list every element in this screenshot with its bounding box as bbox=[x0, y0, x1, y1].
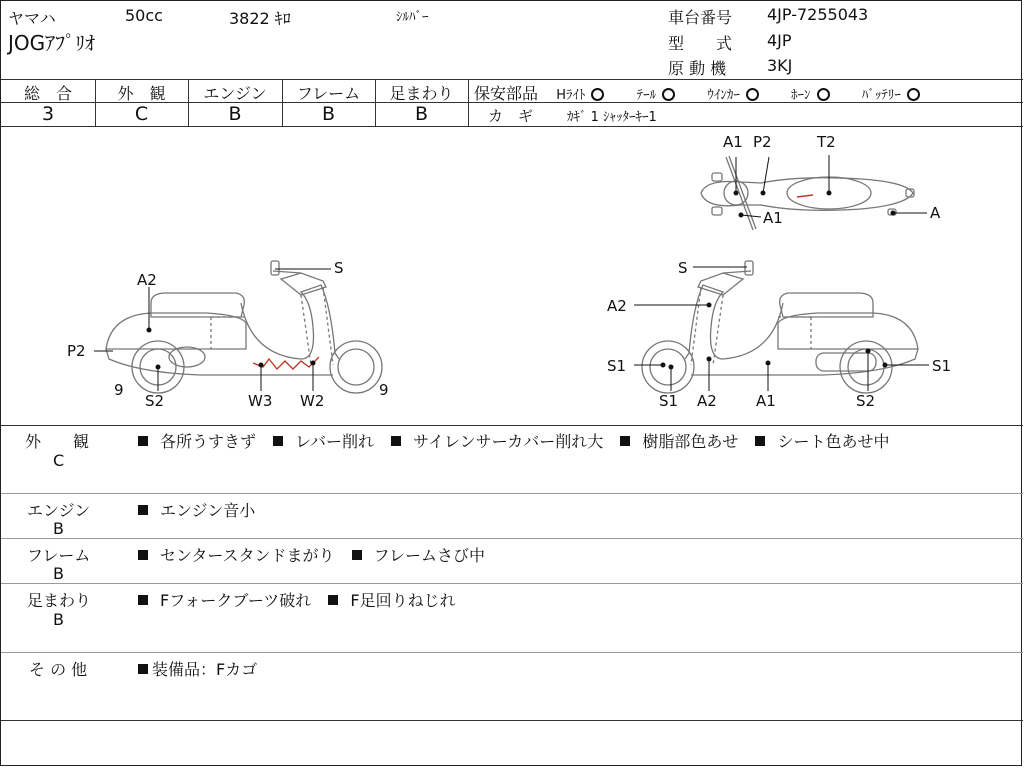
condition-category-frame: フレーム bbox=[27, 546, 91, 565]
grade-header-overall: 総 合 bbox=[23, 84, 72, 103]
condition-category-engine: エンジン bbox=[27, 501, 91, 520]
grade-suspension: B bbox=[414, 103, 429, 125]
diagram-label-p2-left: P2 bbox=[67, 342, 86, 360]
condition-items-exterior: 各所うすきず レバー削れ サイレンサーカバー削れ大 樹脂部色あせ シート色あせ中 bbox=[138, 429, 901, 452]
condition-category-suspension: 足まわり bbox=[27, 591, 92, 610]
key-value: ｶｷﾞ 1 ｼｬｯﾀｰｷｰ1 bbox=[567, 110, 657, 125]
status-ok-icon bbox=[591, 88, 604, 101]
type-value: 4JP bbox=[767, 31, 792, 50]
condition-category-other: そ の 他 bbox=[29, 660, 88, 679]
status-ok-icon bbox=[907, 88, 920, 101]
grade-table-top-border bbox=[1, 79, 1023, 80]
damage-marks bbox=[253, 195, 813, 369]
status-ok-icon bbox=[746, 88, 759, 101]
diagram-label-s2-left: S2 bbox=[145, 392, 165, 410]
scooter-top-view bbox=[701, 156, 914, 230]
diagram-label-s-left: S bbox=[334, 259, 344, 277]
grade-header-exterior: 外 観 bbox=[117, 84, 166, 103]
status-ok-icon bbox=[662, 88, 675, 101]
frame-number-value: 4JP-7255043 bbox=[767, 5, 869, 24]
diagram-label-t2-top: T2 bbox=[817, 133, 836, 151]
diagram-label-a2-right: A2 bbox=[607, 297, 627, 315]
diagram-label-s1-right-rear: S1 bbox=[932, 357, 952, 375]
type-label: 型 式 bbox=[668, 34, 733, 53]
diagram-label-p2-top: P2 bbox=[753, 133, 772, 151]
grade-header-frame: フレーム bbox=[296, 84, 361, 103]
condition-items-other: 装備品：Fカゴ bbox=[138, 657, 269, 680]
grade-exterior: C bbox=[134, 103, 149, 125]
safety-item-headlight: Hﾗｲﾄ bbox=[556, 88, 604, 103]
grade-header-engine: エンジン bbox=[203, 84, 267, 103]
damage-scratch-left bbox=[253, 357, 319, 369]
model-name: JOGｱﾌﾟﾘｵ bbox=[8, 31, 96, 55]
diagram-label-a1-right: A1 bbox=[756, 392, 776, 410]
condition-grade-exterior: C bbox=[53, 451, 65, 470]
condition-grade-engine: B bbox=[53, 519, 64, 538]
condition-items-frame: センタースタンドまがり フレームさび中 bbox=[138, 543, 497, 566]
grade-header-suspension: 足まわり bbox=[389, 84, 454, 103]
grade-engine: B bbox=[228, 103, 242, 125]
diagram-label-9-left: 9 bbox=[114, 381, 124, 399]
diagram-label-9-right: 9 bbox=[379, 381, 389, 399]
damage-scratch-seat bbox=[797, 195, 813, 197]
condition-items-suspension: Fフォークブーツ破れ F足回りねじれ bbox=[138, 588, 468, 611]
diagram-label-a1-top-2: A1 bbox=[763, 209, 783, 227]
maker: ヤマハ bbox=[8, 9, 56, 28]
mileage: 3822 ｷﾛ bbox=[229, 9, 291, 28]
safety-item-battery: ﾊﾞｯﾃﾘｰ bbox=[862, 88, 920, 103]
diagram-label-s-right: S bbox=[678, 259, 688, 277]
safety-parts bbox=[474, 81, 920, 104]
diagram-label-s2-right: S2 bbox=[856, 392, 876, 410]
condition-grade-frame: B bbox=[53, 564, 64, 583]
diagram-label-a-top: A bbox=[930, 204, 941, 222]
diagram-label-w2-left: W2 bbox=[300, 392, 325, 410]
color: ｼﾙﾊﾞｰ bbox=[396, 10, 429, 25]
diagram-label-w3-left: W3 bbox=[248, 392, 273, 410]
grade-frame: B bbox=[321, 103, 336, 125]
safety-item-winker: ｳｲﾝｶｰ bbox=[707, 88, 759, 103]
diagram-label-s1-right-front: S1 bbox=[607, 357, 627, 375]
frame-number-label: 車台番号 bbox=[668, 8, 733, 27]
safety-parts-label: 保安部品 bbox=[474, 84, 539, 103]
diagram-label-a2-right-bottom: A2 bbox=[697, 392, 717, 410]
displacement: 50cc bbox=[125, 6, 163, 25]
safety-item-tail: ﾃｰﾙ bbox=[637, 88, 676, 103]
scooter-right-view bbox=[642, 261, 918, 393]
diagram-label-a1-top: A1 bbox=[723, 133, 743, 151]
key-label: カ ギ bbox=[488, 107, 534, 125]
grade-overall: 3 bbox=[41, 103, 55, 125]
diagram-label-s1-right-bottom: S1 bbox=[659, 392, 679, 410]
engine-type-label: 原 動 機 bbox=[668, 59, 727, 78]
condition-items-engine: エンジン音小 bbox=[138, 498, 267, 521]
safety-item-horn: ﾎｰﾝ bbox=[791, 88, 830, 103]
condition-grade-suspension: B bbox=[53, 610, 64, 629]
condition-category-exterior: 外 観 bbox=[25, 432, 90, 451]
engine-type-value: 3KJ bbox=[767, 56, 793, 75]
status-ok-icon bbox=[817, 88, 830, 101]
diagram-label-a2-left: A2 bbox=[137, 271, 157, 289]
